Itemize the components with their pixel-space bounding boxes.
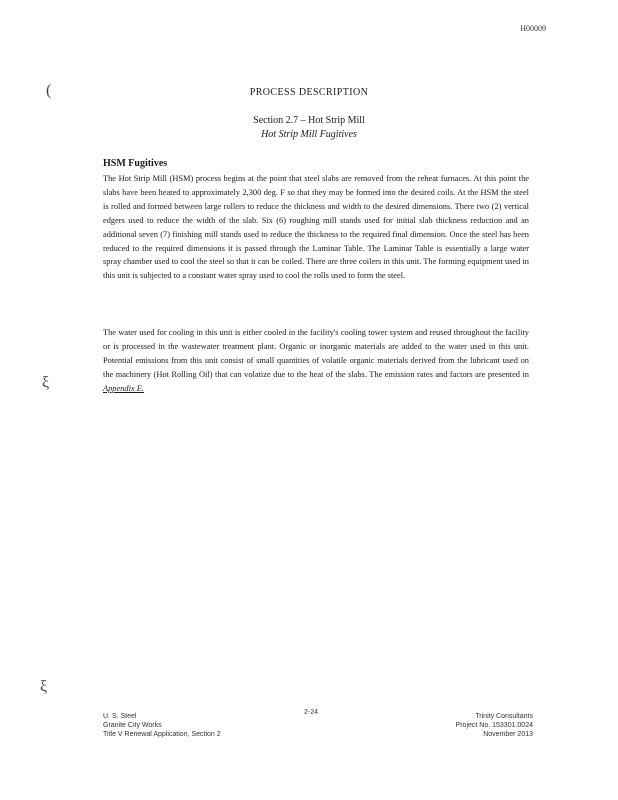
document-title: PROCESS DESCRIPTION <box>249 87 369 98</box>
footer-line: November 2013 <box>483 731 533 738</box>
page-id: H00009 <box>520 24 546 33</box>
section-subtitle-italic: Hot Strip Mill Fugitives <box>261 129 357 140</box>
footer-line: U. S. Steel <box>103 713 137 720</box>
page-number: 2-24 <box>303 709 318 716</box>
margin-mark: ( <box>46 82 52 99</box>
paragraph-2-text: The water used for cooling in this unit is either cooled in the facility's cooling tower system and reused throughout the facility or is processed in the wastewater treatment plant. Organic or inorganic materials are added to the water used in this unit. Potential emissions from this unit consist of small quantities of volatile organic materials derived from the lubricant used on the machinery (Hot Rolling Oil) that can volatize due to the heat of the slabs. The emission rates and factors are presented in <box>103 328 529 379</box>
margin-mark: ξ <box>42 374 50 391</box>
appendix-reference: Appendix E. <box>103 383 144 393</box>
margin-mark: ξ <box>40 678 48 695</box>
section-subtitle: Section 2.7 – Hot Strip Mill <box>253 115 365 126</box>
paragraph-2 <box>103 326 529 396</box>
paragraph-1: The Hot Strip Mill (HSM) process begins at the point that steel slabs are removed from the reheat furnaces. At this point the slabs have been heated to approximately 2,300 deg. F so that they may be formed into the desired coils. At the HSM the steel is rolled and formed between large rollers to reduce the thickness and width to the desired dimensions. There two (2) vertical edgers used to reduce the width of the slab. Six (6) roughing mill stands used for initial slab thickness reduction and an additional seven (7) finishing mill stands used to reduce the thickness to the required final dimension. Once the steel has been reduced to the required dimensions it is passed through the Laminar Table. The Laminar Table is essentially a large water spray chamber used to cool the steel so that it can be coiled. There are three coilers in this unit. The forming equipment used in this unit is subjected to a constant water spray used to cool the rolls used to form the steel. <box>103 174 529 281</box>
footer-line: Project No. 153301.0024 <box>455 722 533 729</box>
footer-line: Title V Renewal Application, Section 2 <box>103 731 221 738</box>
section-heading: HSM Fugitives <box>103 158 168 169</box>
footer-line: Granite City Works <box>103 722 162 729</box>
footer-line: Trinity Consultants <box>475 713 533 720</box>
footer-right <box>456 712 533 739</box>
footer-left <box>103 712 221 739</box>
